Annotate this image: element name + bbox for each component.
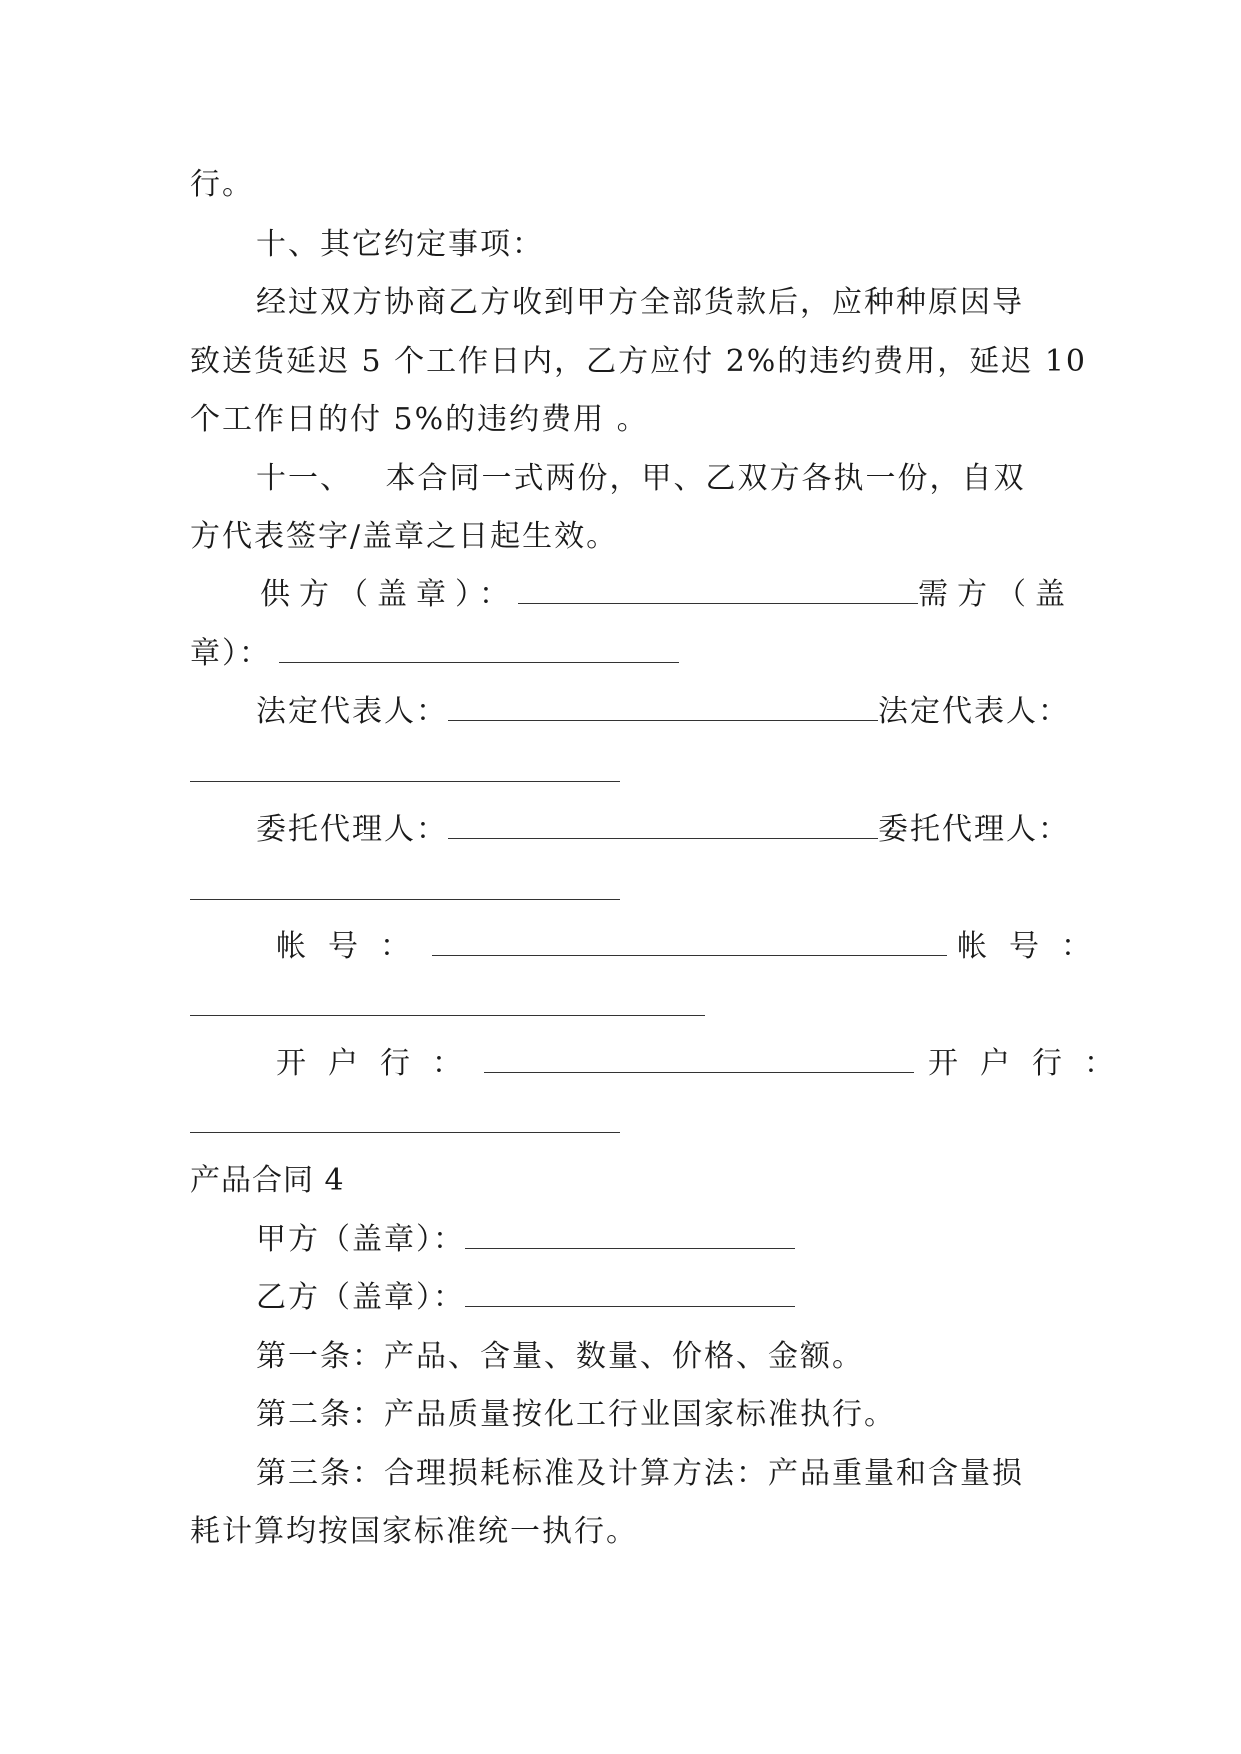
paragraph-line: 致送货延迟 5 个工作日内，乙方应付 2%的违约费用，延迟 10 bbox=[190, 344, 1087, 379]
paragraph-line: 方代表签字/盖章之日起生效。 bbox=[190, 519, 619, 554]
signature-row bbox=[256, 692, 1070, 732]
party-a-field[interactable] bbox=[465, 1220, 795, 1249]
paragraph-line: 个工作日的付 5%的违约费用 。 bbox=[190, 402, 649, 437]
agent-label: 委托代理人： bbox=[256, 812, 448, 847]
clause-text: 本合同一式两份，甲、乙双方各执一份，自双 bbox=[385, 461, 1026, 496]
rep-label-2: 法定代表人： bbox=[878, 694, 1070, 729]
contract-title: 产品合同 4 bbox=[190, 1163, 345, 1198]
bank-label: 开户行： bbox=[276, 1046, 484, 1081]
signature-row bbox=[276, 1044, 1136, 1084]
rep-signature-field[interactable] bbox=[448, 692, 878, 721]
party-row bbox=[256, 1220, 1050, 1260]
buyer-label-cont: 章）： bbox=[190, 636, 271, 671]
supplier-signature-field[interactable] bbox=[518, 575, 918, 604]
account-label: 帐号： bbox=[276, 929, 432, 964]
bank-field[interactable] bbox=[484, 1044, 914, 1073]
party-b-field[interactable] bbox=[465, 1278, 795, 1307]
agent-signature-field-2[interactable] bbox=[190, 898, 620, 900]
buyer-signature-field[interactable] bbox=[279, 634, 679, 663]
paragraph-line: 经过双方协商乙方收到甲方全部货款后，应种种原因导 bbox=[256, 285, 1024, 320]
agent-label-2: 委托代理人： bbox=[878, 812, 1070, 847]
article-line: 第二条：产品质量按化工行业国家标准执行。 bbox=[256, 1397, 896, 1432]
signature-row bbox=[276, 927, 1113, 967]
bank-label-2: 开户行： bbox=[928, 1046, 1136, 1081]
account-label-2: 帐号： bbox=[957, 929, 1113, 964]
paragraph-line bbox=[256, 459, 1050, 499]
account-field[interactable] bbox=[432, 927, 947, 956]
rep-label: 法定代表人： bbox=[256, 694, 448, 729]
article-line: 耗计算均按国家标准统一执行。 bbox=[190, 1514, 638, 1549]
account-field-2[interactable] bbox=[190, 1014, 705, 1016]
agent-signature-field[interactable] bbox=[448, 810, 878, 839]
bank-field-2[interactable] bbox=[190, 1131, 620, 1133]
rep-signature-field-2[interactable] bbox=[190, 780, 620, 782]
signature-row bbox=[260, 575, 1074, 615]
party-b-label: 乙方（盖章）： bbox=[256, 1280, 465, 1315]
article-line: 第一条：产品、含量、数量、价格、金额。 bbox=[256, 1339, 864, 1374]
signature-row bbox=[190, 634, 1050, 674]
clause-number: 十一、 bbox=[256, 461, 352, 496]
party-a-label: 甲方（盖章）： bbox=[256, 1222, 465, 1257]
section-heading: 十、其它约定事项： bbox=[256, 227, 544, 262]
paragraph-line: 行。 bbox=[190, 167, 254, 202]
supplier-label: 供方（盖章）： bbox=[260, 577, 518, 612]
buyer-label: 需方（盖 bbox=[918, 577, 1074, 612]
signature-row bbox=[256, 810, 1070, 850]
article-line: 第三条：合理损耗标准及计算方法：产品重量和含量损 bbox=[256, 1456, 1024, 1491]
party-row bbox=[256, 1278, 1050, 1318]
